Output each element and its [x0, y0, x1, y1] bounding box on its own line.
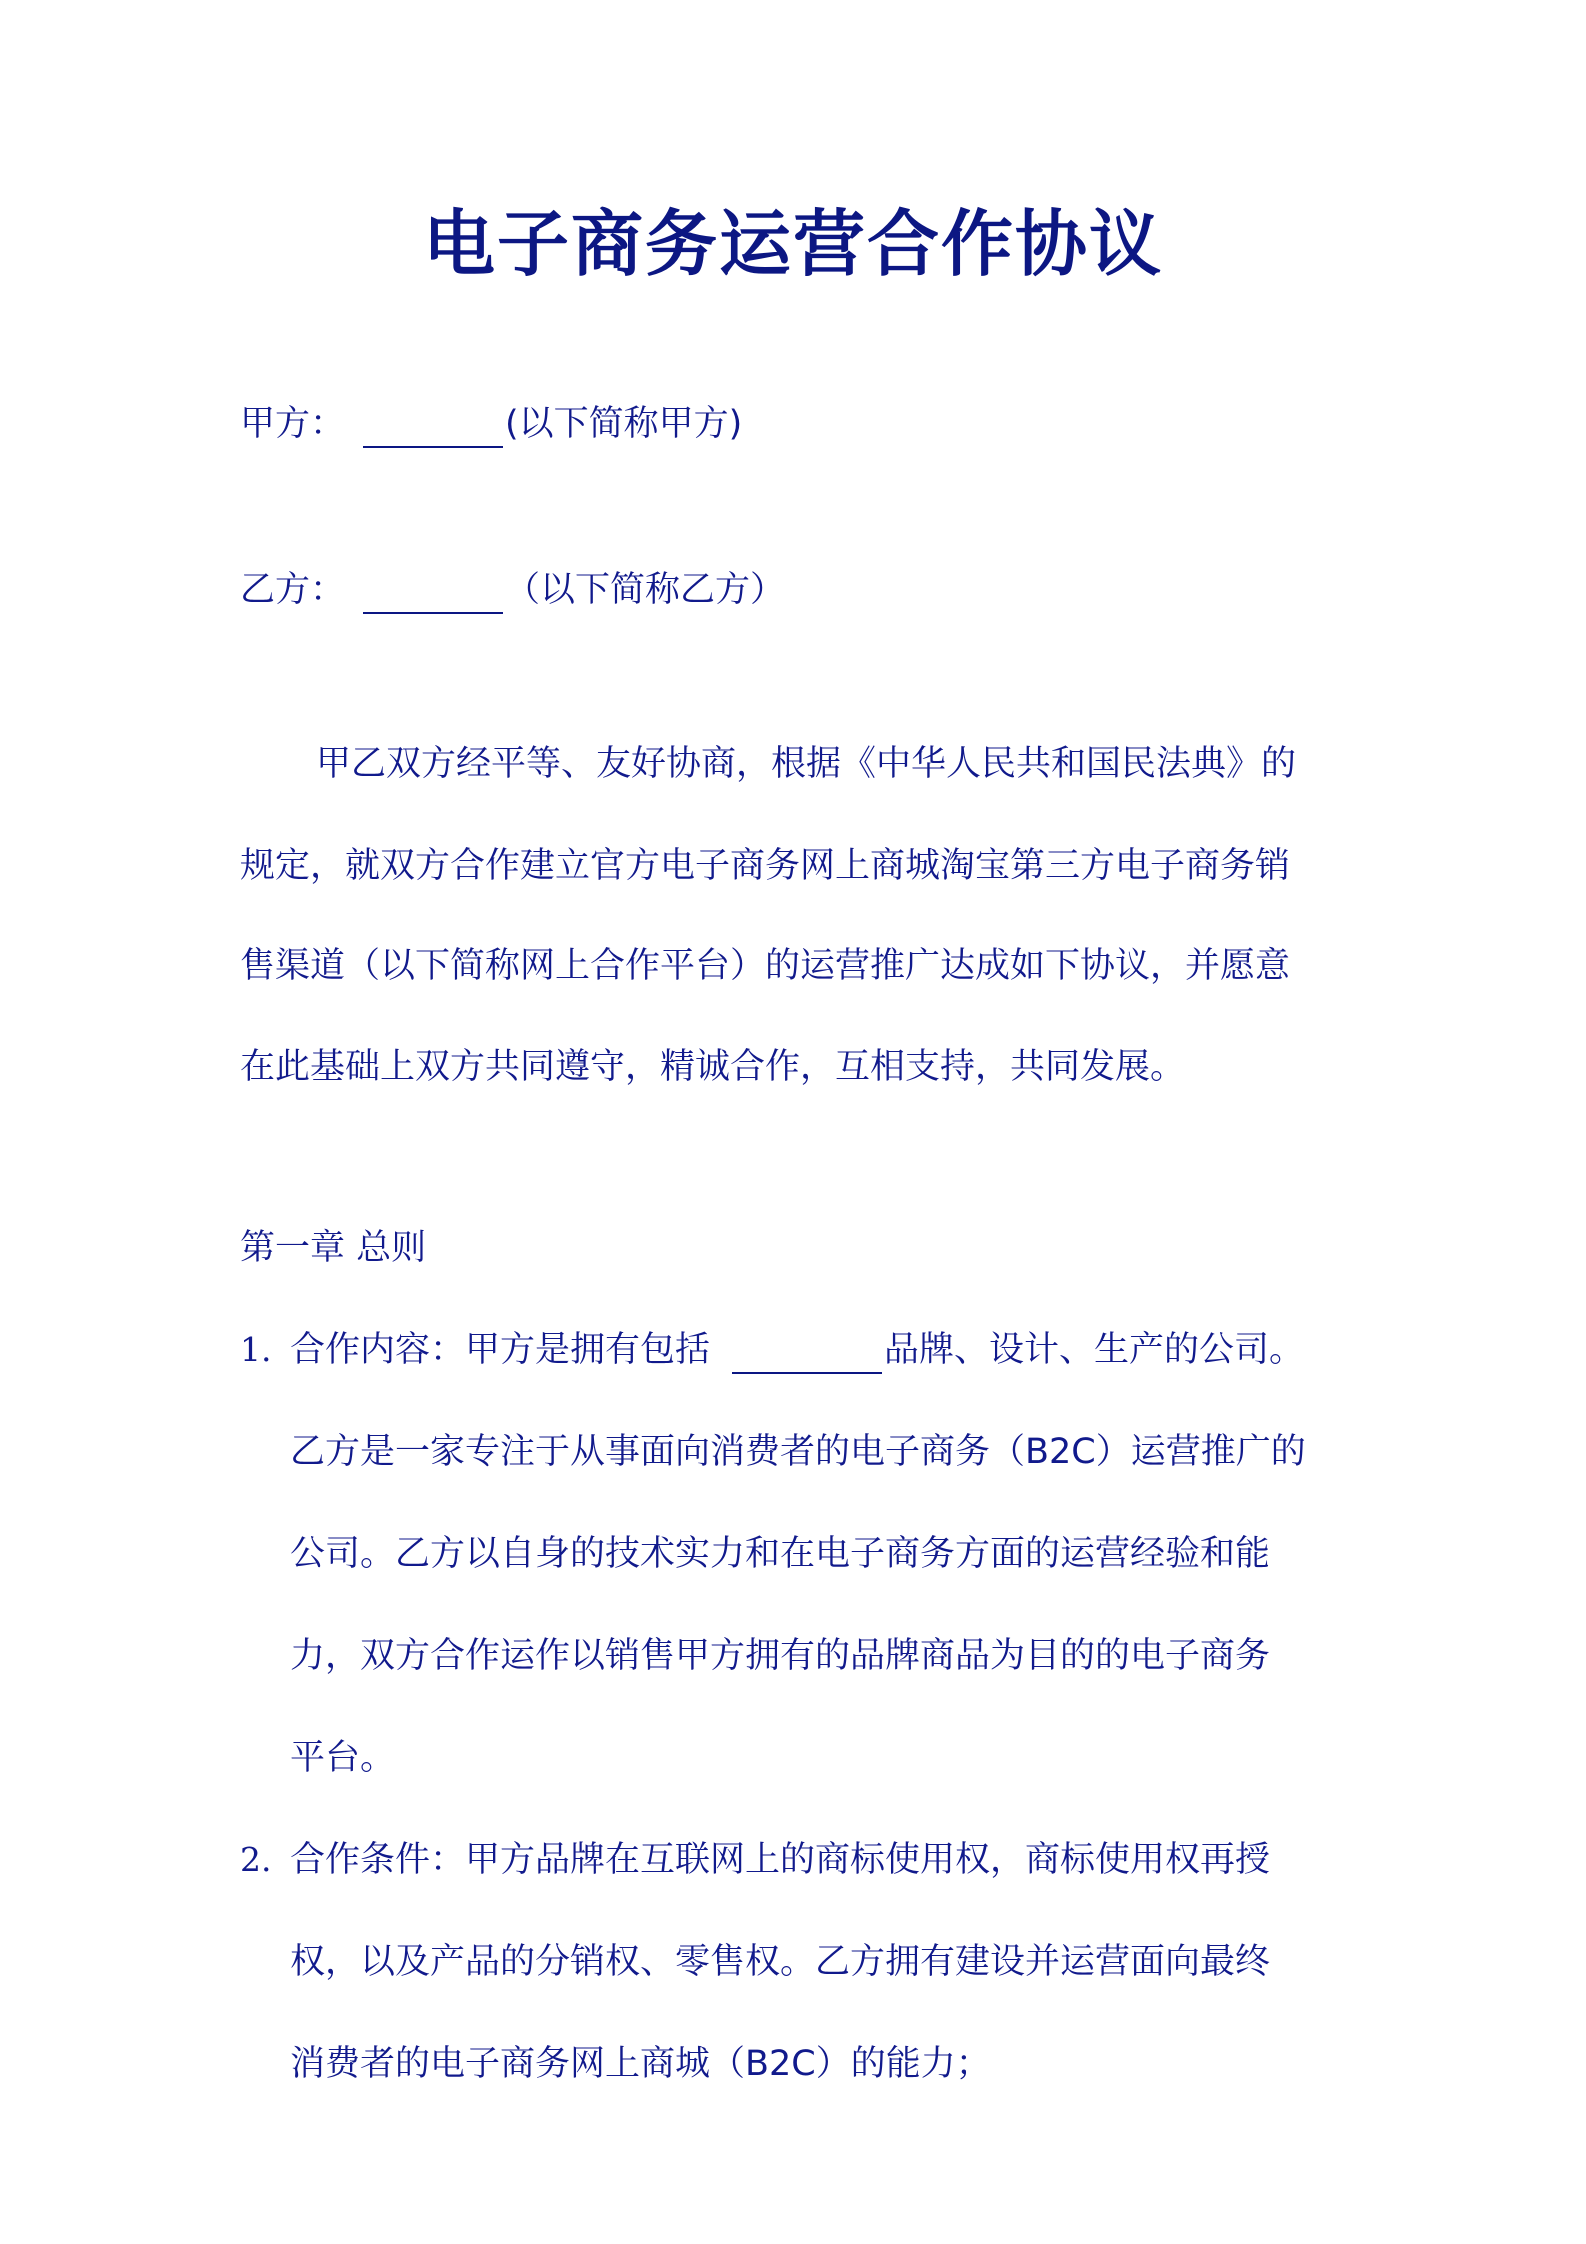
item-first-line: 合作条件：甲方品牌在互联网上的商标使用权，商标使用权再授 [290, 1840, 1271, 1880]
brand-blank [732, 1332, 882, 1374]
party-b-blank [363, 570, 503, 614]
item-text: 品牌、设计、生产的公司。 [884, 1330, 1305, 1370]
preamble-line: 在此基础上双方共同遵守，精诚合作，互相支持，共同发展。 [240, 1047, 1186, 1087]
party-a-line [240, 400, 742, 448]
party-a-label: 甲方： [240, 404, 346, 444]
chapter-heading: 第一章 总则 [240, 1228, 427, 1268]
item-number: 1. [240, 1330, 272, 1369]
item-text: 合作内容：甲方是拥有包括 [290, 1330, 711, 1370]
party-b-label: 乙方： [240, 570, 346, 610]
document-title: 电子商务运营合作协议 [422, 202, 1163, 286]
item-first-line [290, 1326, 1304, 1374]
party-a-suffix: (以下简称甲方) [505, 404, 743, 444]
preamble-line: 售渠道（以下简称网上合作平台）的运营推广达成如下协议，并愿意 [240, 946, 1291, 986]
item-continuation-line: 消费者的电子商务网上商城（B2C）的能力； [290, 2044, 991, 2084]
item-continuation-line: 权，以及产品的分销权、零售权。乙方拥有建设并运营面向最终 [290, 1942, 1271, 1982]
item-number: 2. [240, 1840, 272, 1879]
party-a-blank [363, 404, 503, 448]
preamble-line: 甲乙双方经平等、友好协商，根据《中华人民共和国民法典》的 [316, 744, 1297, 784]
preamble-line: 规定，就双方合作建立官方电子商务网上商城淘宝第三方电子商务销 [240, 846, 1291, 886]
item-continuation-line: 平台。 [290, 1738, 396, 1778]
party-b-suffix: （以下简称乙方） [505, 570, 786, 610]
item-continuation-line: 力，双方合作运作以销售甲方拥有的品牌商品为目的的电子商务 [290, 1636, 1271, 1676]
item-continuation-line: 公司。乙方以自身的技术实力和在电子商务方面的运营经验和能 [290, 1534, 1271, 1574]
party-b-line [240, 566, 785, 614]
item-continuation-line: 乙方是一家专注于从事面向消费者的电子商务（B2C）运营推广的 [290, 1432, 1306, 1472]
